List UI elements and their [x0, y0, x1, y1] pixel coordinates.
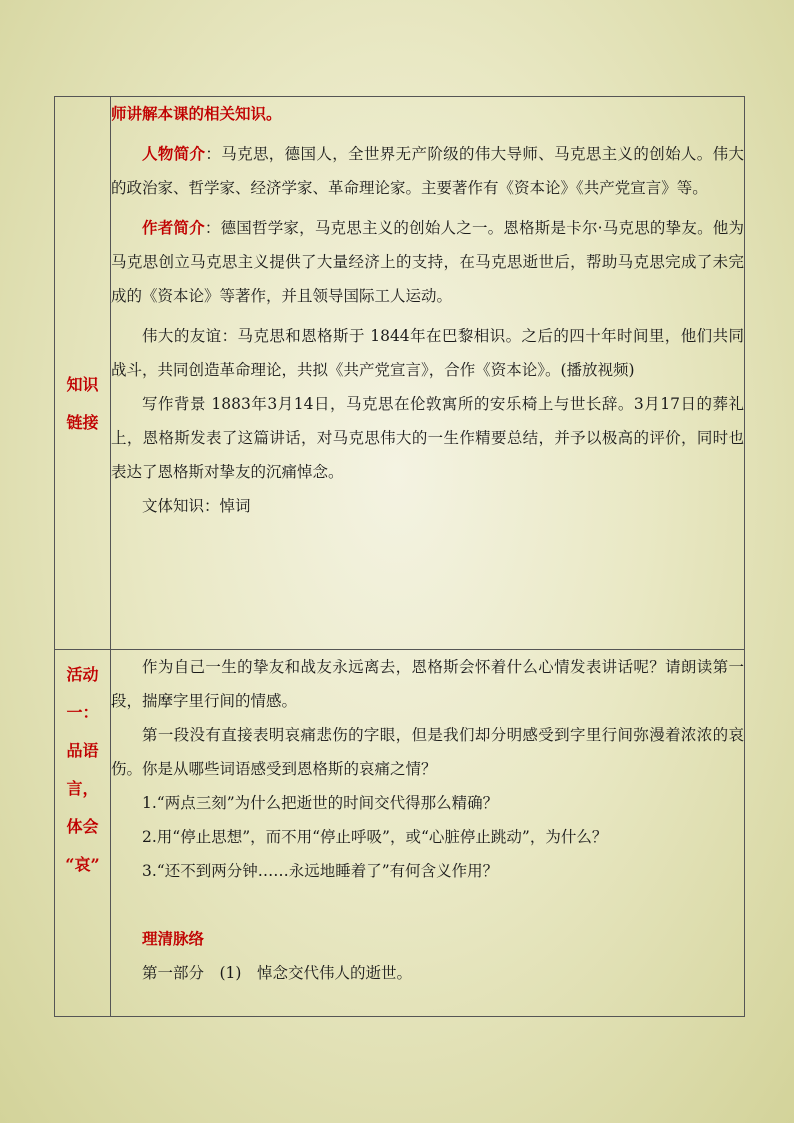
intro-text: 师讲解本课的相关知识。: [111, 104, 282, 123]
activity-content: [111, 650, 745, 1017]
lesson-plan-table: [54, 96, 745, 1017]
label-line: 品语: [66, 741, 99, 760]
knowledge-content: [111, 97, 745, 650]
label-line: “哀”: [65, 855, 100, 874]
person-text: ：马克思，德国人，全世界无产阶级的伟大导师、马克思主义的创始人。伟大的政治家、哲学家、经济学家、革命理论家。主要著作有《资本论》《共产党宣言》等。: [111, 145, 744, 197]
label-line: 体会: [66, 817, 99, 836]
background-text: 写作背景 1883年3月14日，马克思在伦敦寓所的安乐椅上与世长辞。3月17日的葬礼上，恩格斯发表了这篇讲话，对马克思伟大的一生作精要总结，并予以极高的评价，同时也表达了恩格斯对挚友的沉痛悼念。: [111, 395, 744, 481]
activity-paragraph-2: 第一段没有直接表明哀痛悲伤的字眼，但是我们却分明感受到字里行间弥漫着浓浓的哀伤。你是从哪些词语感受到恩格斯的哀痛之情？: [111, 726, 744, 778]
activity-paragraph-1: 作为自己一生的挚友和战友永远离去，恩格斯会怀着什么心情发表讲话呢？请朗读第一段，揣摩字里行间的情感。: [111, 658, 744, 710]
structure-heading: 理清脉络: [142, 929, 205, 948]
genre-text: 文体知识：悼词: [142, 497, 251, 515]
author-heading: 作者简介: [142, 218, 205, 237]
label-line: 知识: [66, 375, 99, 394]
person-heading: 人物简介: [142, 144, 206, 163]
person-intro: [111, 137, 744, 205]
row-label-activity-one: [55, 650, 111, 1017]
label-line: 言，: [66, 779, 99, 798]
structure-part-1: 第一部分 (1) 悼念交代伟人的逝世。: [142, 964, 412, 982]
label-line: 一：: [66, 703, 99, 722]
author-text: ：德国哲学家，马克思主义的创始人之一。恩格斯是卡尔·马克思的挚友。他为马克思创立马克思主义提供了大量经济上的支持，在马克思逝世后，帮助马克思完成了未完成的《资本论》等著作，并且领导国际工人运动。: [111, 219, 744, 305]
question-2: 2.用“停止思想”，而不用“停止呼吸”，或“心脏停止跳动”，为什么？: [142, 828, 608, 846]
table-row-knowledge: [55, 97, 745, 650]
author-intro: [111, 211, 744, 313]
label-line: 链接: [66, 413, 99, 432]
friendship-text: 伟大的友谊：马克思和恩格斯于 1844年在巴黎相识。之后的四十年时间里，他们共同战斗，共同创造革命理论，共拟《共产党宣言》，合作《资本论》。(播放视频): [111, 327, 744, 379]
table-row-activity: [55, 650, 745, 1017]
row-label-knowledge-link: [55, 97, 111, 650]
question-1: 1.“两点三刻”为什么把逝世的时间交代得那么精确？: [142, 794, 499, 812]
question-3: 3.“还不到两分钟……永远地睡着了”有何含义作用？: [142, 862, 499, 880]
label-line: 活动: [66, 665, 99, 684]
